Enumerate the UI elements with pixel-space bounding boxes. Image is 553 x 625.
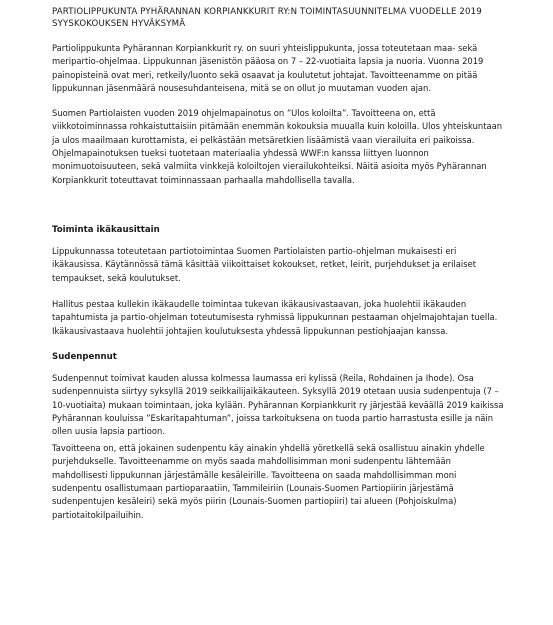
age-groups-paragraph-1: Lippukunnassa toteutetaan partiotoimintaa Suomen Partiolaisten partio-ohjelman mukaisesti eri ikäkausissa. Käytännössä tämä käsittää viikoittaiset kokoukset, retket, leirit, purjehdukset ja erilaiset tempaukset, sekä koulutukset.: [52, 246, 477, 283]
sudenpennut-paragraph-2: Tavoitteena on, että jokainen sudenpentu käy ainakin yhdellä yöretkellä sekä osallistuu ainakin yhdelle purjehdukselle. Tavoitteenamme on myös saada mahdollisimman moni sudenpentu lähtemään mahdollisesti lippukunnan järjestämälle kesäleirille. Tavoitteena on saada mahdollisimman moni sudenpentu osallistumaan partioparaatiin, Tammileiriin (Lounais-Suomen Partiopiirin järjestämä sudenpentujen kesäleiri) sekä myös piirin (Lounais-Suomen partiopiiri) tai alueen (Pohjoiskulma) partiotaitokilpailuihin.: [52, 443, 485, 520]
section-heading-sudenpennut: Sudenpennut: [52, 352, 117, 362]
intro-paragraph-2: Suomen Partiolaisten vuoden 2019 ohjelmapainotus on ”Ulos koloilta”. Tavoitteena on, että viikkotoiminnassa rohkaistuttaisiin pitämään enemmän kokouksia muualla kuin koloilla. Ulos yhteiskuntaan ja ulos maailmaan kurottamista, ei pelkästään metsäretkien lisäämistä vaan vierailuita eri paikoissa. Ohjelmapainotuksen tueksi tuotetaan materiaalia yhdessä WWF:n kanssa liittyen luonnon monimuotoisuuteen, sekä valmiita vinkkejä koloiltojen vierailukohteiksi. Näitä asioita myös Pyhärannan Korpiankkurit toteuttavat toiminnassaan parhaalla mahdollisella tavalla.: [52, 108, 503, 185]
sudenpennut-paragraph-1: Sudenpennut toimivat kauden alussa kolmessa laumassa eri kylissä (Reila, Rohdainen ja Ihode). Osa sudenpennuista siirtyy syksyllä 2019 seikkailijaikäkauteen. Syksyllä 2019 otetaan uusia sudenpentuja (7 – 10-vuotiaita) mukaan toimintaan, joka kylään. Pyhärannan Korpiankkurit ry järjestää keväällä 2019 kaikissa Pyhärannan kouluissa ”Eskaritapahtuman”, joissa tarkoituksena on tuoda partio harrastusta esille ja näin ollen uusia lapsia partioon.: [52, 373, 504, 437]
document-title: PARTIOLIPPUKUNTA PYHÄRANNAN KORPIANKKURIT RY:N TOIMINTASUUNNITELMA VUODELLE 2019 SYYSKOKOUKSEN HYVÄKSYMÄ: [52, 7, 482, 29]
intro-paragraph-1: Partiolippukunta Pyhärannan Korpiankkurit ry. on suuri yhteislippukunta, jossa toteutetaan maa- sekä meripartio-ohjelmaa. Lippukunnan jäsenistön pääosa on 7 – 22-vuotiaita lapsia ja nuoria. Vuonna 2019 painopisteinä ovat meri, retkeily/luonto sekä osaavat ja koulutetut johtajat. Tavoitteenamme on pitää lippukunnan jäsenmäärä nousesuhdanteisena, mitä se on ollut jo muutaman vuoden ajan.: [52, 43, 484, 94]
section-heading-age-groups: Toiminta ikäkausittain: [52, 225, 160, 235]
age-groups-paragraph-2: Hallitus pestaa kullekin ikäkaudelle toimintaa tukevan ikäkausivastaavan, joka huolehtii ikäkauden tapahtumista ja partio-ohjelman toteutumisesta ryhmissä lippukunnan pestaaman ohjelmajohtajan tuella. Ikäkausivastaava huolehtii johtajien koulutuksesta yhdessä lippukunnan pestiohjaajan kanssa.: [52, 299, 498, 336]
